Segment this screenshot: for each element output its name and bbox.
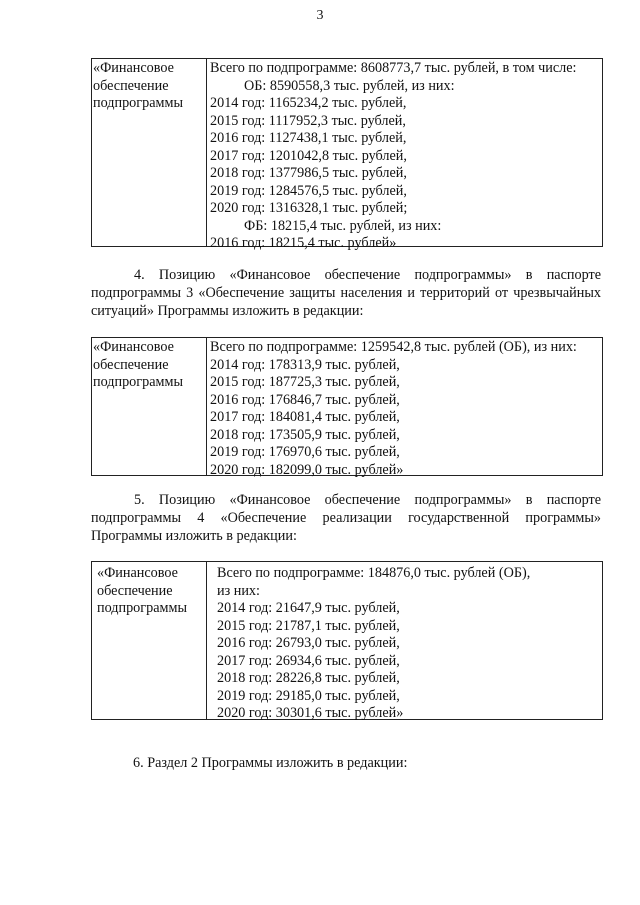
financing-table-subprogram-4 [91,561,603,720]
year-line: 2014 год: 178313,9 тыс. рублей, [210,356,400,373]
financing-table-subprogram-2 [91,58,603,251]
table-label-cell [92,59,207,246]
paragraph-4-text: 4. Позицию «Финансовое обеспечение подпрограммы» в паспорте подпрограммы 3 «Обеспечение защиты населения и территорий от чрезвычайных ситуаций» Программы изложить в редакции: [91,267,601,319]
label-line: «Финансовое [97,565,178,581]
year-line: 2019 год: 1284576,5 тыс. рублей, [210,182,407,199]
paragraph-5-text: 5. Позицию «Финансовое обеспечение подпрограммы» в паспорте подпрограммы 4 «Обеспечение реализации государственной программы» Программы изложить в редакции: [91,492,601,544]
year-line: 2014 год: 1165234,2 тыс. рублей, [210,95,407,111]
year-line: 2016 год: 26793,0 тыс. рублей, [217,635,400,651]
table-label-cell [92,562,207,719]
total-line: Всего по подпрограмме: 8608773,7 тыс. рублей, в том числе: [210,60,577,76]
year-line: 2014 год: 21647,9 тыс. рублей, [217,600,400,616]
label-line: обеспечение [97,582,173,599]
fb-line: ФБ: 18215,4 тыс. рублей, из них: [244,217,442,234]
table-label-cell [92,338,207,475]
label-line: обеспечение [93,356,169,373]
year-line: 2016 год: 176846,7 тыс. рублей, [210,391,400,408]
year-line: 2020 год: 182099,0 тыс. рублей» [210,461,404,478]
label-line: «Финансовое [93,60,174,76]
label-line: обеспечение [93,77,169,94]
ob-line: ОБ: 8590558,3 тыс. рублей, из них: [244,77,455,94]
total-line: Всего по подпрограмме: 184876,0 тыс. рублей (ОБ), [217,565,531,581]
page-number: 3 [316,8,324,23]
year-line: 2017 год: 1201042,8 тыс. рублей, [210,147,407,164]
year-line: 2019 год: 29185,0 тыс. рублей, [217,687,400,704]
table-value-cell [207,59,602,251]
total-line: Всего по подпрограмме: 1259542,8 тыс. рублей (ОБ), из них: [210,339,577,355]
year-line: 2017 год: 184081,4 тыс. рублей, [210,409,400,425]
table-value-cell [207,562,602,719]
year-line: 2018 год: 1377986,5 тыс. рублей, [210,165,407,181]
year-line: 2018 год: 28226,8 тыс. рублей, [217,670,400,686]
label-line: подпрограммы [93,95,183,111]
paragraph-5 [91,491,601,545]
paragraph-6: 6. Раздел 2 Программы изложить в редакции: [133,755,408,771]
label-line: подпрограммы [93,374,183,390]
year-line: 2016 год: 18215,4 тыс. рублей» [210,235,397,251]
year-line: 2020 год: 30301,6 тыс. рублей» [217,705,404,721]
year-line: 2015 год: 1117952,3 тыс. рублей, [210,112,406,129]
paragraph-4 [91,266,601,320]
year-line: 2018 год: 173505,9 тыс. рублей, [210,426,400,443]
year-line: 2016 год: 1127438,1 тыс. рублей, [210,130,407,146]
table-value-cell [207,338,602,478]
year-line: 2015 год: 21787,1 тыс. рублей, [217,617,400,634]
year-line: 2020 год: 1316328,1 тыс. рублей; [210,200,408,216]
label-line: «Финансовое [93,339,174,355]
year-line: 2017 год: 26934,6 тыс. рублей, [217,652,400,669]
year-line: 2015 год: 187725,3 тыс. рублей, [210,374,400,390]
year-line: 2019 год: 176970,6 тыс. рублей, [210,444,400,460]
label-line: подпрограммы [97,600,187,616]
total-line-cont: из них: [217,582,260,599]
financing-table-subprogram-3 [91,337,603,476]
